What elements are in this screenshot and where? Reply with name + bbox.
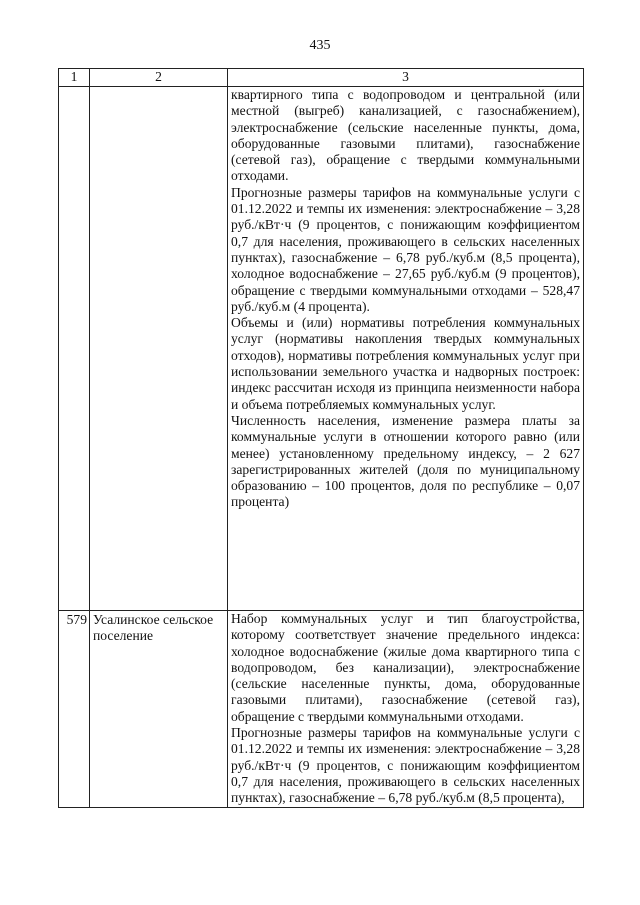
page-number: 435 — [309, 38, 331, 53]
content-paragraph: Набор коммунальных услуг и тип благоустройства, которому соответствует значение предельного индекса: холодное водоснабжение (жилые дома квартирного типа с водопроводом, без канализации), электроснабжение (сельские населенные пункты, дома, оборудованные газовыми плитами), газоснабжение (сетевой газ), обращение с твердыми коммунальными отходами. — [231, 611, 580, 724]
municipality-name — [90, 87, 228, 611]
content-paragraph: Объемы и (или) нормативы потребления коммунальных услуг (нормативы накопления твердых коммунальных отходов), нормативы потребления коммунальных услуг при использовании земельного участка и надворных построек: индекс рассчитан исходя из принципа неизменности набора и объема потребляемых коммунальных услуг. — [231, 315, 580, 412]
content-paragraph: Численность населения, изменение размера платы за коммунальные услуги в отношении которого равно (или менее) установленному предельному индексу, – 2 627 зарегистрированных жителей (доля по муниципальному образованию – 100 процентов, доля по республике – 0,07 процента) — [231, 412, 580, 510]
content-paragraph: Прогнозные размеры тарифов на коммунальные услуги с 01.12.2022 и темпы их изменения: электроснабжение – 3,28 руб./кВт·ч (9 процентов, с понижающим коэффициентом 0,7 для населения, проживающего в сельских населенных пунктах), газоснабжение – 6,78 руб./куб.м (8,5 процента), холодное водоснабжение – 27,65 руб./куб.м (9 процентов), обращение с твердыми коммунальными отходами – 528,47 руб./куб.м (4 процента). — [231, 184, 580, 314]
content-paragraph: Прогнозные размеры тарифов на коммунальные услуги с 01.12.2022 и темпы их изменения: электроснабжение – 3,28 руб./кВт·ч (9 процентов, с понижающим коэффициентом 0,7 для населения, проживающего в сельских населенных пунктах), газоснабжение – 6,78 руб./куб.м (8,5 процента), — [231, 725, 580, 806]
content-paragraph: квартирного типа с водопроводом и центральной (или местной (выгреб) канализацией, с газоснабжением), электроснабжение (сельские населенные пункты, дома, оборудованные газовыми плитами), газоснабжение (сетевой газ), обращение с твердыми коммунальными отходами. — [231, 87, 580, 184]
row-content — [228, 611, 584, 808]
column-header-1: 1 — [59, 69, 90, 87]
row-content — [228, 87, 584, 611]
column-header-2: 2 — [90, 69, 228, 87]
table-row — [59, 611, 584, 808]
row-number — [59, 87, 90, 611]
column-header-3: 3 — [228, 69, 584, 87]
table-row — [59, 87, 584, 611]
row-number: 579 — [59, 611, 90, 808]
municipality-name: Усалинское сельское поселение — [90, 611, 228, 808]
document-table — [58, 68, 584, 808]
table-header-row — [59, 69, 584, 87]
